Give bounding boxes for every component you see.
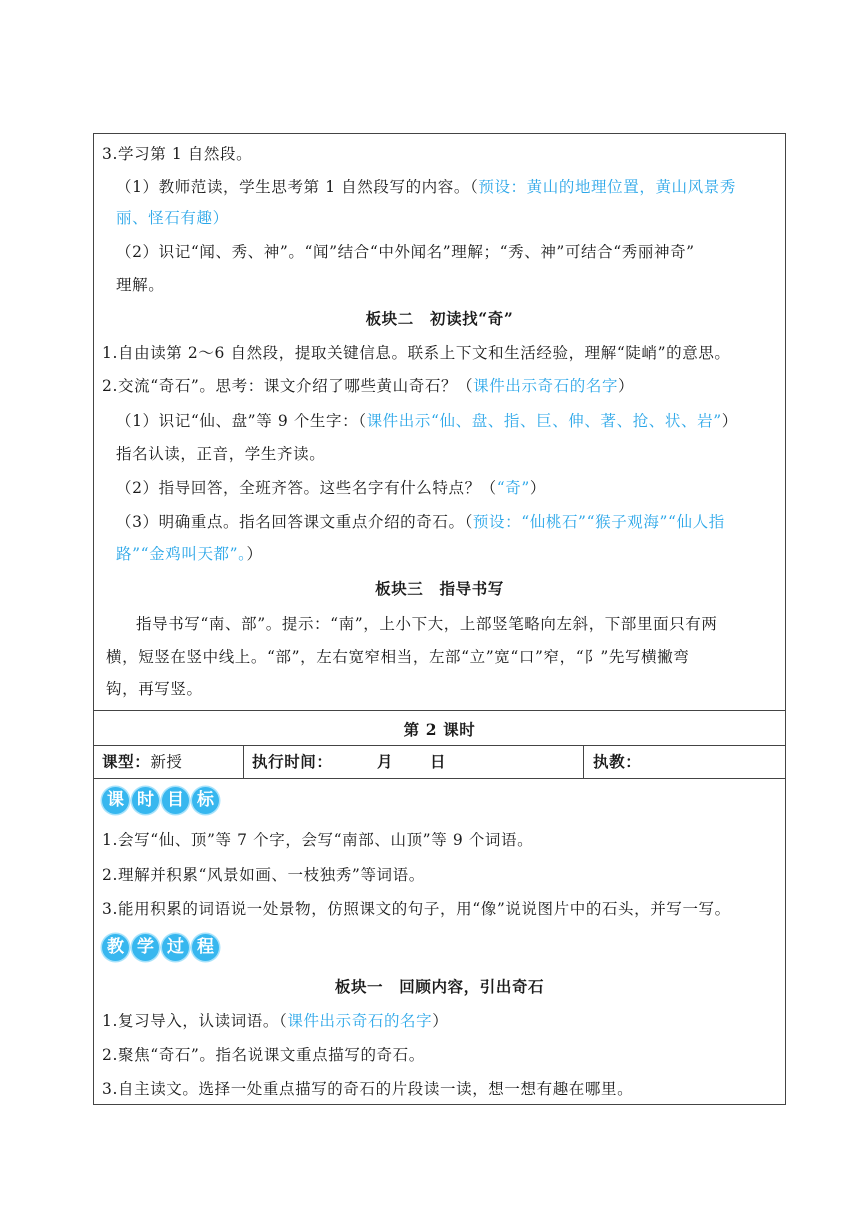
- banner-char: 目: [162, 787, 189, 814]
- execution-time-label: 执行时间：: [252, 752, 333, 771]
- item3-sub1-text: （1）教师范读，学生思考第 1 自然段写的内容。（: [116, 178, 479, 196]
- banner-char: 标: [192, 787, 219, 814]
- block2-item2-courseware: 课件出示奇石的名字: [473, 377, 619, 395]
- block2-sub1: [116, 411, 738, 431]
- item3-sub1-preset: 预设：黄山的地理位置，黄山风景秀: [478, 178, 736, 196]
- block2-sub3-preset-cont: 路”“金鸡叫天都”。: [116, 545, 247, 563]
- block2-sub3-preset: 预设：“仙桃石”“猴子观海”“仙人指: [472, 513, 725, 531]
- item3-sub2-cont: 理解。: [116, 276, 165, 294]
- lesson-plan-table: [93, 133, 786, 1105]
- step-2: 2.聚焦“奇石”。指名说课文重点描写的奇石。: [102, 1046, 425, 1064]
- goal-2: 2.理解并积累“风景如画、一枝独秀”等词语。: [102, 866, 425, 884]
- block2-sub1-text: （1）识记“仙、盘”等 9 个生字：（: [116, 412, 367, 430]
- month-label: 月: [377, 752, 394, 771]
- step-1-end: ）: [432, 1012, 449, 1030]
- banner-char: 教: [102, 934, 129, 961]
- block2-item2-text: 2.交流“奇石”。思考：课文介绍了哪些黄山奇石？（: [102, 377, 474, 395]
- goal-3: 3.能用积累的词语说一处景物，仿照课文的句子，用“像”说说图片中的石头，并写一写。: [102, 900, 731, 918]
- item3-sub1: [116, 177, 736, 197]
- block2-sub3-cont: [116, 544, 263, 564]
- block2-item2-end: ）: [618, 377, 635, 395]
- block2-heading: 板块二 初读找“奇”: [365, 309, 514, 328]
- block3-paragraph-line3: 钩，再写竖。: [106, 680, 203, 698]
- item3-sub1-preset-cont: 丽、怪石有趣）: [116, 209, 229, 227]
- block2-sub3: [116, 512, 725, 532]
- block2-sub2: [116, 478, 546, 498]
- row-divider: [94, 745, 785, 746]
- block2-sub1-cont: 指名认读，正音，学生齐读。: [116, 445, 326, 463]
- block2-sub2-end: ）: [529, 479, 547, 497]
- lesson-type: [102, 752, 183, 772]
- step-1-text: 1.复习导入，认读词语。（: [102, 1012, 288, 1030]
- block2-item1: 1.自由读第 2～6 自然段，提取关键信息。联系上下文和生活经验，理解“陡峭”的意思。: [102, 344, 731, 362]
- block2-sub3-text: （3）明确重点。指名回答课文重点介绍的奇石。（: [116, 513, 473, 531]
- banner-char: 课: [102, 787, 129, 814]
- column-divider: [243, 745, 244, 778]
- block2-sub2-answer: “奇”: [496, 479, 530, 497]
- item3-title: 3.学习第 1 自然段。: [102, 145, 253, 163]
- session2-title: 第 2 课时: [403, 720, 476, 739]
- banner-char: 学: [132, 934, 159, 961]
- block2-sub1-courseware: 课件出示“仙、盘、指、巨、伸、著、抢、状、岩”: [366, 412, 722, 430]
- step-3: 3.自主读文。选择一处重点描写的奇石的片段读一读，想一想有趣在哪里。: [102, 1080, 634, 1098]
- lesson-type-label: 课型：: [102, 752, 151, 771]
- row-divider: [94, 710, 785, 711]
- day-label: 日: [430, 752, 447, 771]
- lesson-type-value: 新授: [150, 753, 183, 771]
- step-1-courseware: 课件出示奇石的名字: [287, 1012, 433, 1030]
- row-divider: [94, 778, 785, 779]
- block2-sub1-end: ）: [721, 412, 738, 430]
- teacher-label: 执教：: [593, 752, 642, 771]
- block3-heading: 板块三 指导书写: [375, 579, 504, 598]
- block3-paragraph-line1: 指导书写“南、部”。提示：“南”，上小下大，上部竖笔略向左斜，下部里面只有两: [136, 615, 718, 633]
- block2-item2: [102, 376, 634, 396]
- block2-sub3-end: ）: [246, 545, 263, 563]
- goal-1: 1.会写“仙、顶”等 7 个字，会写“南部、山顶”等 9 个词语。: [102, 831, 534, 849]
- lesson-goals-banner: [102, 787, 219, 814]
- column-divider: [583, 745, 584, 778]
- teaching-process-banner: [102, 934, 219, 961]
- step-1: [102, 1011, 448, 1031]
- banner-char: 过: [162, 934, 189, 961]
- block3-paragraph-line2: 横，短竖在竖中线上。“部”，左右宽窄相当，左部“立”宽“口”窄，“阝”先写横撇弯: [106, 648, 690, 666]
- banner-char: 时: [132, 787, 159, 814]
- banner-char: 程: [192, 934, 219, 961]
- block1-heading: 板块一 回顾内容，引出奇石: [334, 977, 545, 996]
- item3-sub2: （2）识记“闻、秀、神”。“闻”结合“中外闻名”理解；“秀、神”可结合“秀丽神奇”: [116, 243, 695, 261]
- block2-sub2-text: （2）指导回答，全班齐答。这些名字有什么特点？（: [116, 479, 497, 497]
